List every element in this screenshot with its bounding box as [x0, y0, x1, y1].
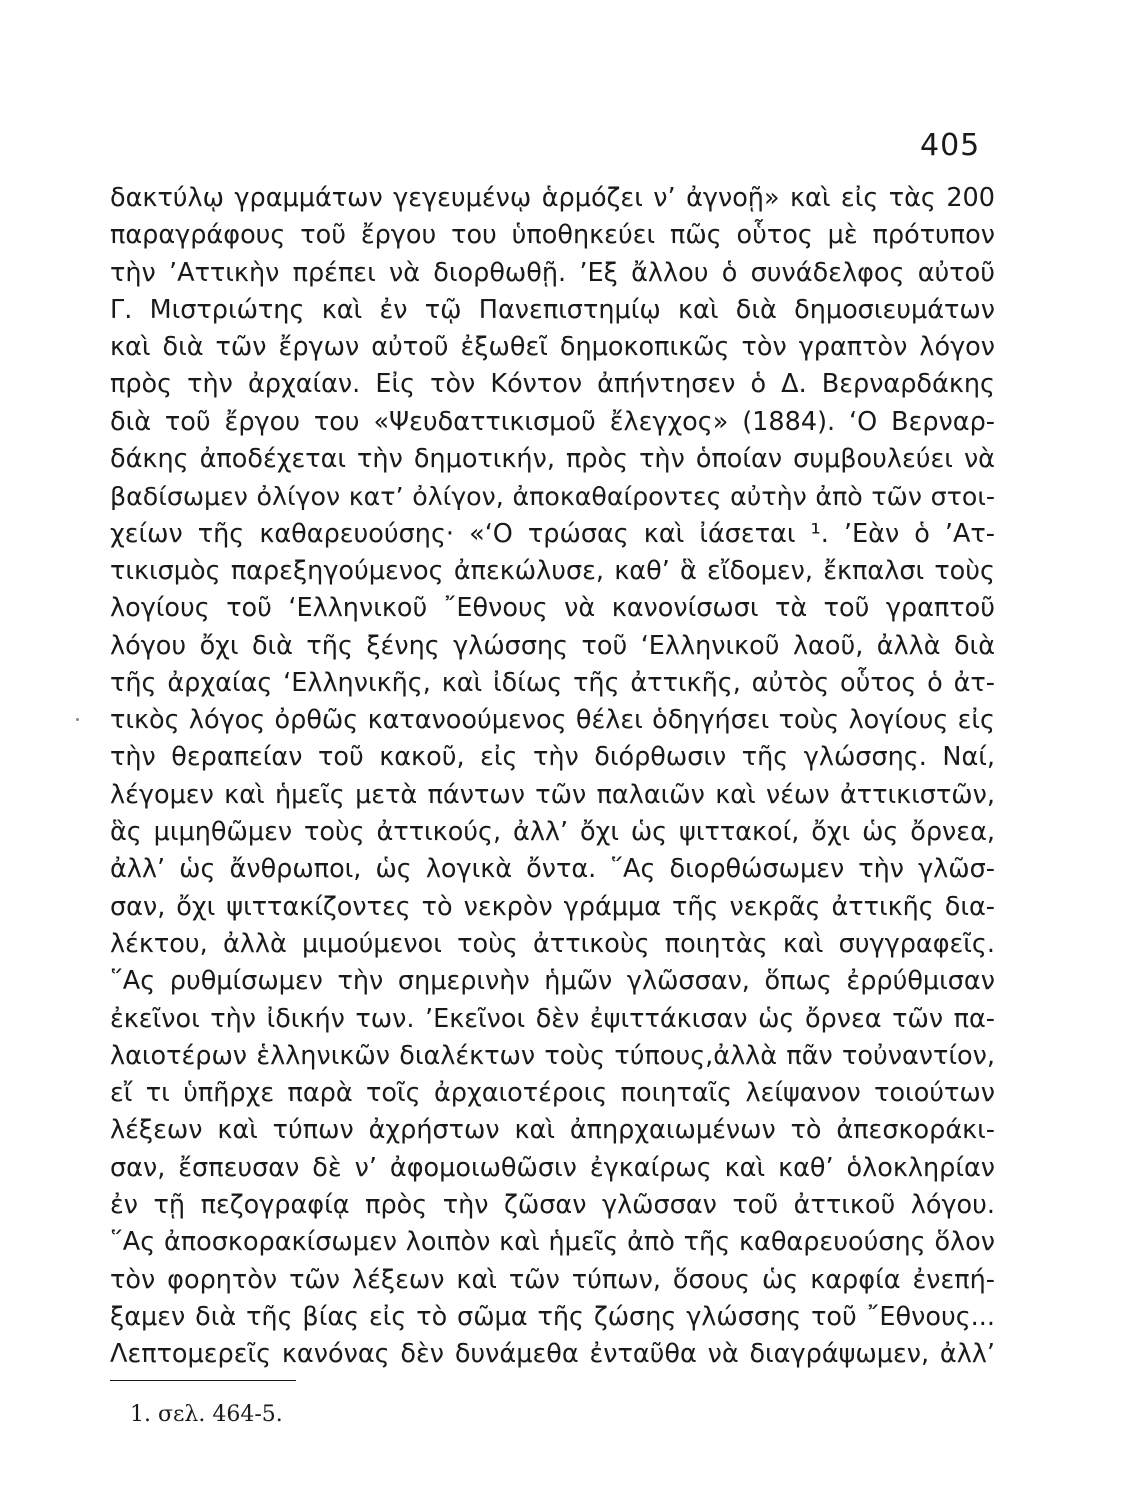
page-number: 405	[920, 128, 981, 163]
text-line: ἃς μιμηθῶμεν τοὺς ἀττικούς, ἀλλ’ ὄχι ὡς ψιττακοί, ὄχι ὡς ὄρνεα,	[110, 817, 995, 848]
text-line: παραγράφους τοῦ ἔργου του ὑποθηκεύει πῶς οὗτος μὲ πρότυπον	[110, 220, 995, 251]
text-line: ῞Ας ἀποσκορακίσωμεν λοιπὸν καὶ ἡμεῖς ἀπὸ τῆς καθαρευούσης ὅλον	[110, 1227, 995, 1258]
scan-speck	[76, 718, 79, 721]
text-line: ξαμεν διὰ τῆς βίας εἰς τὸ σῶμα τῆς ζώσης γλώσσης τοῦ ῎Εθνους...	[110, 1301, 995, 1332]
text-line: εἴ τι ὑπῆρχε παρὰ τοῖς ἀρχαιοτέροις ποιηταῖς λείψανον τοιούτων	[110, 1078, 995, 1109]
text-line: τικὸς λόγος ὀρθῶς κατανοούμενος θέλει ὁδηγήσει τοὺς λογίους εἰς	[110, 705, 995, 736]
text-line: λέγομεν καὶ ἡμεῖς μετὰ πάντων τῶν παλαιῶν καὶ νέων ἀττικιστῶν,	[110, 779, 995, 810]
text-line: βαδίσωμεν ὀλίγον κατ’ ὀλίγον, ἀποκαθαίροντες αὐτὴν ἀπὸ τῶν στοι-	[110, 482, 995, 512]
footnote-rule	[110, 1380, 296, 1381]
text-line: λογίους τοῦ ‘Ελληνικοῦ ῎Εθνους νὰ κανονίσωσι τὰ τοῦ γραπτοῦ	[110, 593, 995, 624]
text-line: τὸν φορητὸν τῶν λέξεων καὶ τῶν τύπων, ὅσους ὡς καρφία ἐνεπή-	[110, 1264, 995, 1295]
text-line: λαιοτέρων ἑλληνικῶν διαλέκτων τοὺς τύπους,ἀλλὰ πᾶν τοὐναντίον,	[110, 1040, 995, 1071]
text-line: καὶ διὰ τῶν ἔργων αὐτοῦ ἐξωθεῖ δημοκοπικῶς τὸν γραπτὸν λόγον	[110, 332, 995, 363]
text-line: τῆς ἀρχαίας ‘Ελληνικῆς, καὶ ἰδίως τῆς ἀττικῆς, αὐτὸς οὗτος ὁ ἀτ-	[110, 667, 995, 698]
text-line: τὴν ’Αττικὴν πρέπει νὰ διορθωθῇ. ’Εξ ἄλλου ὁ συνάδελφος αὐτοῦ	[110, 257, 995, 288]
text-line: σαν, ἔσπευσαν δὲ ν’ ἀφομοιωθῶσιν ἐγκαίρως καὶ καθ’ ὁλοκληρίαν	[110, 1152, 995, 1183]
text-line: λέκτου, ἀλλὰ μιμούμενοι τοὺς ἀττικοὺς ποιητὰς καὶ συγγραφεῖς.	[110, 928, 995, 959]
text-line: ἐν τῇ πεζογραφίᾳ πρὸς τὴν ζῶσαν γλῶσσαν τοῦ ἀττικοῦ λόγου.	[110, 1190, 995, 1221]
text-line: λόγου ὄχι διὰ τῆς ξένης γλώσσης τοῦ ‘Ελληνικοῦ λαοῦ, ἀλλὰ διὰ	[110, 630, 995, 661]
footnote: 1. σελ. 464-5.	[130, 1402, 283, 1427]
text-line: ἐκεῖνοι τὴν ἰδικήν των. ’Εκεῖνοι δὲν ἐψιττάκισαν ὡς ὄρνεα τῶν πα-	[110, 1003, 995, 1034]
body-text	[110, 180, 995, 1374]
text-line: λέξεων καὶ τύπων ἀχρήστων καὶ ἀπηρχαιωμένων τὸ ἀπεσκοράκι-	[110, 1115, 995, 1146]
text-line: Λεπτομερεῖς κανόνας δὲν δυνάμεθα ἐνταῦθα νὰ διαγράψωμεν, ἀλλ’	[110, 1339, 995, 1370]
text-line: Γ. Μιστριώτης καὶ ἐν τῷ Πανεπιστημίῳ καὶ διὰ δημοσιευμάτων	[110, 294, 995, 325]
text-line: ἀλλ’ ὡς ἄνθρωποι, ὡς λογικὰ ὄντα. ῞Ας διορθώσωμεν τὴν γλῶσ-	[110, 854, 995, 885]
text-line: δακτύλῳ γραμμάτων γεγευμένῳ ἁρμόζει ν’ ἀγνοῇ» καὶ εἰς τὰς 200	[110, 183, 995, 213]
text-line: σαν, ὄχι ψιττακίζοντες τὸ νεκρὸν γράμμα τῆς νεκρᾶς ἀττικῆς δια-	[110, 891, 995, 922]
text-line: ῞Ας ρυθμίσωμεν τὴν σημερινὴν ἡμῶν γλῶσσαν, ὅπως ἐρρύθμισαν	[110, 966, 995, 997]
text-line: χείων τῆς καθαρευούσης· «‘Ο τρώσας καὶ ἰάσεται ¹. ’Εὰν ὁ ’Ατ-	[110, 518, 995, 549]
text-line: τὴν θεραπείαν τοῦ κακοῦ, εἰς τὴν διόρθωσιν τῆς γλώσσης. Ναί,	[110, 742, 995, 773]
text-line: δάκης ἀποδέχεται τὴν δημοτικήν, πρὸς τὴν ὁποίαν συμβουλεύει νὰ	[110, 444, 995, 475]
text-line: τικισμὸς παρεξηγούμενος ἀπεκώλυσε, καθ’ ἃ εἴδομεν, ἔκπαλσι τοὺς	[110, 555, 995, 586]
text-line: διὰ τοῦ ἔργου του «Ψευδαττικισμοῦ ἔλεγχος» (1884). ‘Ο Βερναρ-	[110, 406, 995, 437]
text-line: πρὸς τὴν ἀρχαίαν. Εἰς τὸν Κόντον ἀπήντησεν ὁ Δ. Βερναρδάκης	[110, 369, 995, 400]
